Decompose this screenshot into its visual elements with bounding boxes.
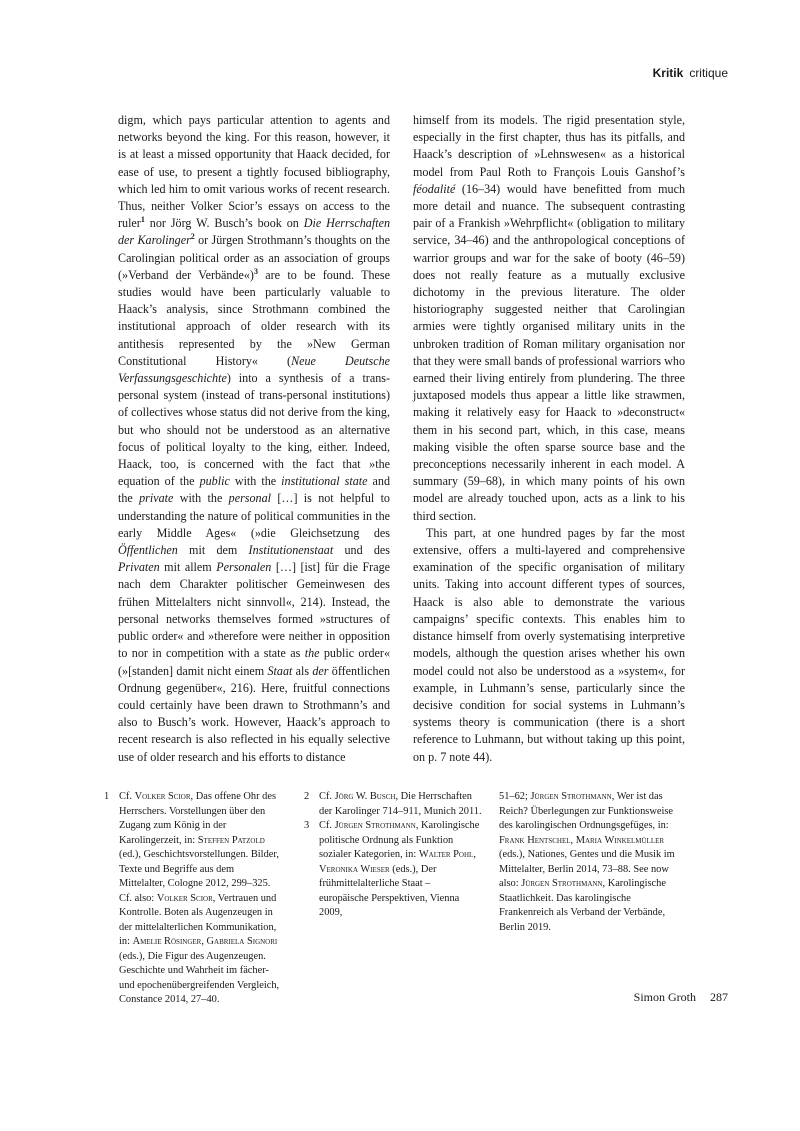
footnote-column-1 [104, 790, 282, 1008]
footnote-ref-2[interactable]: 2 [190, 232, 195, 242]
author-name: Simon Groth [633, 990, 696, 1004]
footnote-number: 3 [304, 820, 310, 831]
paragraph: himself from its models. The rigid presentation style, especially in the first chapter, thus has its pitfalls, and Haack’s description of »Lehnswesen« as a historical model from Paul Roth to François Louis Ganshof’s féodalité (16–34) would have benefitted from much more detail and nuance. The subsequent contrasting pair of a Frankish »Wehrpflicht« (obligation to military service, 34–46) and the anthropological conceptions of warrior groups and war for the sake of booty (46–59) does not really feature as a mutually exclusive dichotomy in the previous literature. The older historiography suggested neither that Carolingian armies were tightly organised military units in the unbroken tradition of Roman military organisation nor that they were small bands of professional warriors who earned their living entirely from plundering. The three juxtaposed models thus appear a little like strawmen, making it relatively easy for Haack to »deconstruct« them in his second part, which, in this case, means making visible the often sparse source base and the preconceptions necessarily inherent in each model. A summary (59–68), in which many points of his own model are already touched upon, acts as a link to his third section. [413, 113, 685, 523]
footnote-ref-3[interactable]: 3 [253, 266, 258, 276]
footnote-3-continued: 51–62; Jürgen Strothmann, Wer ist das Reich? Überlegungen zur Funktionsweise des karolingischen Ordnungsgefüges, in: Frank Hentschel, Maria Winkelmüller (eds.), Nationes, Gentes und die Musik im Mittelalter, Berlin 2014, 73–88. See now also: Jürgen Strothmann, Karolingische Staatlichkeit. Das karolingische Frankenreich als Verband der Verbände, Berlin 2019. [499, 791, 675, 933]
footnote-ref-1[interactable]: 1 [140, 215, 145, 225]
page-footer [634, 990, 728, 1005]
text-column-left [118, 112, 390, 766]
footnote-number: 1 [104, 791, 110, 802]
footnote-number: 2 [304, 791, 310, 802]
text-column-right [413, 112, 685, 766]
section-label: Kritik [652, 66, 684, 80]
footnote-1: 1 Cf. Volker Scior, Das offene Ohr des Herrschers. Vorstellungen über den Zugang zum König in der Karolingerzeit, in: Steffen Patzold (ed.), Geschichtsvorstellungen. Bilder, Texte und Begriffe aus dem Mittelalter, Cologne 2012, 299–325. Cf. also: Volker Scior, Vertrauen und Kontrolle. Boten als Augenzeugen in der mittelalterlichen Kommunikation, in: Amelie Rösinger, Gabriela Signori (eds.), Die Figur des Augenzeugen. Geschichte und Wahrheit im fächer- und epochenübergreifenden Vergleich, Constance 2014, 27–40. [104, 791, 280, 1005]
footnote-column-3 [499, 790, 677, 935]
paragraph: digm, which pays particular attention to agents and networks beyond the king. For this reason, however, it is at least a missed opportunity that Haack decided, for ease of use, to present a tightly focused bibliography, which led him to omit various works of recent research. Thus, neither Volker Scior’s essays on access to the ruler$^1$ nor Jörg W. Busch’s book on Die Herrschaften der Karolinger$^2$ or Jürgen Strothmann’s thoughts on the Carolingian political order as an association of groups (»Verband der Verbände«)$^3$ are to be found. These studies would have been particularly valuable to Haack’s analysis, since Strothmann combined the institutional approach of older research with its antithesis represented by the »New German Constitutional History« (Neue Deutsche Verfassungsgeschichte) into a synthesis of a trans-personal system (instead of trans-personal institutions) of collectives whose status did not derive from the king, but who should not be understood as an alternative focus of political loyalty to the king, either. Indeed, Haack, too, is concerned with the fact that »the equation of the public with the institutional state and the private with the personal […] is not helpful to understanding the nature of political communities in the early Middle Ages« (»die Gleichsetzung des Öffentlichen mit dem Institutionenstaat und des Privaten mit allem Personalen […] [ist] für die Frage nach dem Charakter politischer Gemeinwesen des frühen Mittelalters nicht sinnvoll«, 214). Instead, the personal networks themselves formed »structures of public order« and »therefore were neither in opposition to nor in competition with a state as the public order« (»[standen] damit nicht einem Staat als der öffentlichen Ordnung gegenüber«, 216). Here, fruitful connections could certainly have been drawn to Strothmann’s and also to Busch’s work. However, Haack’s approach to recent research is also reflected in his equally selective use of older research and his efforts to distance [118, 113, 390, 764]
footnote-3: 3 Cf. Jürgen Strothmann, Karolingische politische Ordnung als Funktion sozialer Kategorien, in: Walter Pohl, Veronika Wieser (eds.), Der frühmittelalterliche Staat – europäische Perspektiven, Vienna 2009, [304, 820, 480, 918]
page-number: 287 [710, 990, 728, 1004]
footnote-column-2 [304, 790, 482, 921]
running-header [653, 66, 728, 80]
footnote-2: 2 Cf. Jörg W. Busch, Die Herrschaften der Karolinger 714–911, Munich 2011. [304, 791, 482, 817]
section-label-en: critique [689, 66, 728, 80]
paragraph: This part, at one hundred pages by far the most extensive, offers a multi-layered and comprehensive examination of the specific organisation of military units. Taking into account different types of sources, Haack is also able to demonstrate the various campaigns’ specific contexts. This enables him to distance himself from overly systematising interpretive models, although the question arises whether his own model could not also be understood as a »system«, for example, in Luhmann’s sense, particularly since the decisive condition for social systems in Luhmann’s systems theory is communication (there is a short reference to Luhmann, but without taking up this point, on p. 7 note 44). [413, 525, 685, 764]
